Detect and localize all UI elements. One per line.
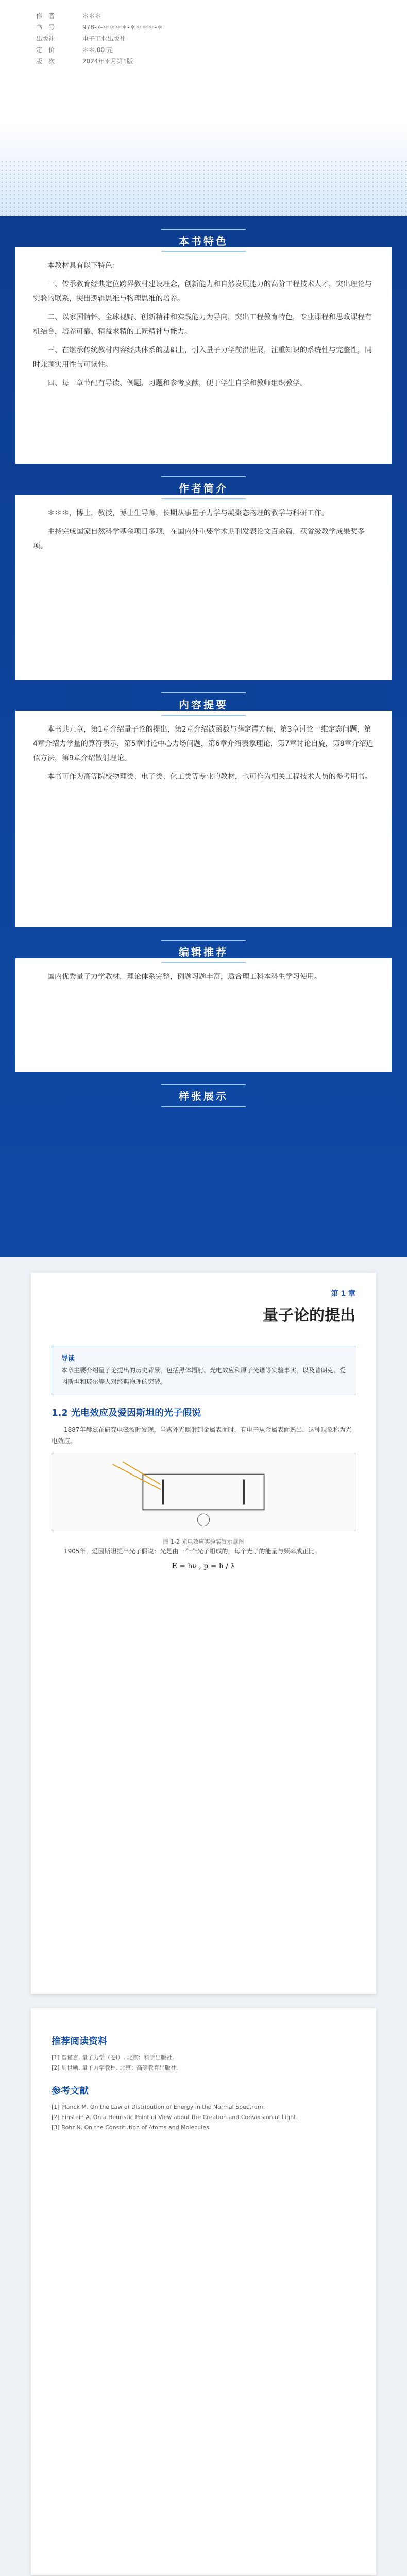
guide-text: 本章主要介绍量子论提出的历史背景，包括黑体辐射、光电效应和原子光谱等实验事实，以及普朗克、爱因斯坦和玻尔等人对经典物理的突破。 (61, 1367, 346, 1385)
figure-caption: 图 1-2 光电效应实验装置示意图 (163, 1538, 244, 1545)
paragraph: 本书可作为高等院校物理类、电子类、化工类等专业的教材，也可作为相关工程技术人员的参考用书。 (47, 773, 372, 781)
chapter-heading (52, 1288, 355, 1325)
meta-row (36, 22, 371, 33)
meta-value: ＊＊＊ (82, 12, 101, 20)
paragraph: 三、在继承传统教材内容经典体系的基础上，引入量子力学前沿进展，注重知识的系统性与完整性，同时兼顾实用性与可读性。 (33, 346, 372, 369)
meta-row (36, 56, 371, 67)
summary-card (15, 711, 392, 927)
meta-value: 978-7-＊＊＊＊-＊＊＊＊-＊ (82, 24, 163, 31)
meta-key: 出版社 (36, 35, 55, 42)
author-title: 作者简介 (0, 464, 407, 495)
reference-item: [3] Bohr N. On the Constitution of Atoms and Molecules. (52, 2124, 211, 2131)
paragraph: 本教材具有以下特色： (47, 262, 120, 270)
sample-title: 样张展示 (0, 1072, 407, 1103)
book-meta (0, 0, 407, 124)
reference-item: [1] Planck M. On the Law of Distribution of Energy in the Normal Spectrum. (52, 2104, 265, 2110)
body-paragraph: 1905年，爱因斯坦提出光子假说：光是由一个个光子组成的，每个光子的能量与频率成正比。 (64, 1548, 321, 1555)
paragraph: 二、以家国情怀、全球视野、创新精神和实践能力为导向，突出工程教育特色，专业课程和思政课程有机结合，培养可靠、精益求精的工匠精神与能力。 (33, 313, 372, 336)
paragraph: 国内优秀量子力学教材，理论体系完整，例题习题丰富，适合理工科本科生学习使用。 (47, 973, 321, 981)
decorative-wave (0, 124, 407, 216)
meta-value: ＊＊.00 元 (82, 46, 113, 54)
guide-label: 导读 (61, 1355, 75, 1363)
meta-row (36, 10, 371, 22)
paragraph: ＊＊＊，博士，教授，博士生导师，长期从事量子力学与凝聚态物理的教学与科研工作。 (47, 509, 329, 517)
reading-item: [2] 周世勋. 量子力学教程. 北京：高等教育出版社. (52, 2064, 178, 2071)
dot-pattern (0, 160, 407, 216)
paragraph: 一、传承教育经典定位跨界教材建设理念，创新能力和自然发展能力的高阶工程技术人才，突出理论与实验的联系，突出逻辑思维与物理思维的培养。 (33, 280, 372, 303)
formula: E = hν , p = h / λ (172, 1562, 235, 1570)
apparatus-diagram (52, 1453, 355, 1531)
intro-panel (0, 216, 407, 1257)
meta-key: 版 次 (36, 58, 55, 65)
features-title: 本书特色 (0, 216, 407, 247)
author-card (15, 495, 392, 680)
features-card (15, 247, 392, 464)
sample-page-1 (31, 1273, 376, 1994)
recommend-title: 编辑推荐 (0, 927, 407, 958)
meta-key: 书 号 (36, 24, 55, 31)
reference-item: [2] Einstein A. On a Heuristic Point of View about the Creation and Conversion of Light. (52, 2114, 298, 2121)
guide-box (52, 1346, 355, 1395)
meta-key: 作 者 (36, 12, 55, 20)
reading-item: [1] 曾谨言. 量子力学（卷Ⅰ）. 北京：科学出版社. (52, 2054, 174, 2061)
body-paragraph: 1887年赫兹在研究电磁波时发现，当紫外光照射到金属表面时，有电子从金属表面逸出，这种现象称为光电效应。 (52, 1426, 352, 1445)
paragraph: 四、每一章节配有导读、例题、习题和参考文献，便于学生自学和教师组织教学。 (47, 379, 307, 387)
meta-row (36, 33, 371, 44)
meta-key: 定 价 (36, 46, 55, 54)
references-title: 参考文献 (52, 2086, 89, 2096)
chapter-title: 量子论的提出 (263, 1307, 355, 1325)
meta-row (36, 44, 371, 56)
reading-title: 推荐阅读资料 (52, 2036, 107, 2047)
section-title: 1.2 光电效应及爱因斯坦的光子假说 (52, 1408, 201, 1418)
chapter-number: 第 1 章 (331, 1290, 355, 1298)
meta-value: 电子工业出版社 (82, 35, 126, 42)
meta-value: 2024年＊月第1版 (82, 58, 133, 65)
recommend-card (15, 958, 392, 1072)
sample-pages (0, 1257, 407, 2576)
sample-page-2 (31, 2008, 376, 2575)
paragraph: 本书共九章，第1章介绍量子论的提出，第2章介绍波函数与薛定谔方程，第3章讨论一维定态问题，第4章介绍力学量的算符表示，第5章讨论中心力场问题，第6章介绍表象理论，第7章讨论自旋，第8章介绍近似方法，第9章介绍散射理论。 (33, 725, 374, 762)
figure (52, 1453, 355, 1531)
paragraph: 主持完成国家自然科学基金项目多项，在国内外重要学术期刊发表论文百余篇，获省级教学成果奖多项。 (33, 528, 365, 550)
summary-title: 内容提要 (0, 680, 407, 711)
